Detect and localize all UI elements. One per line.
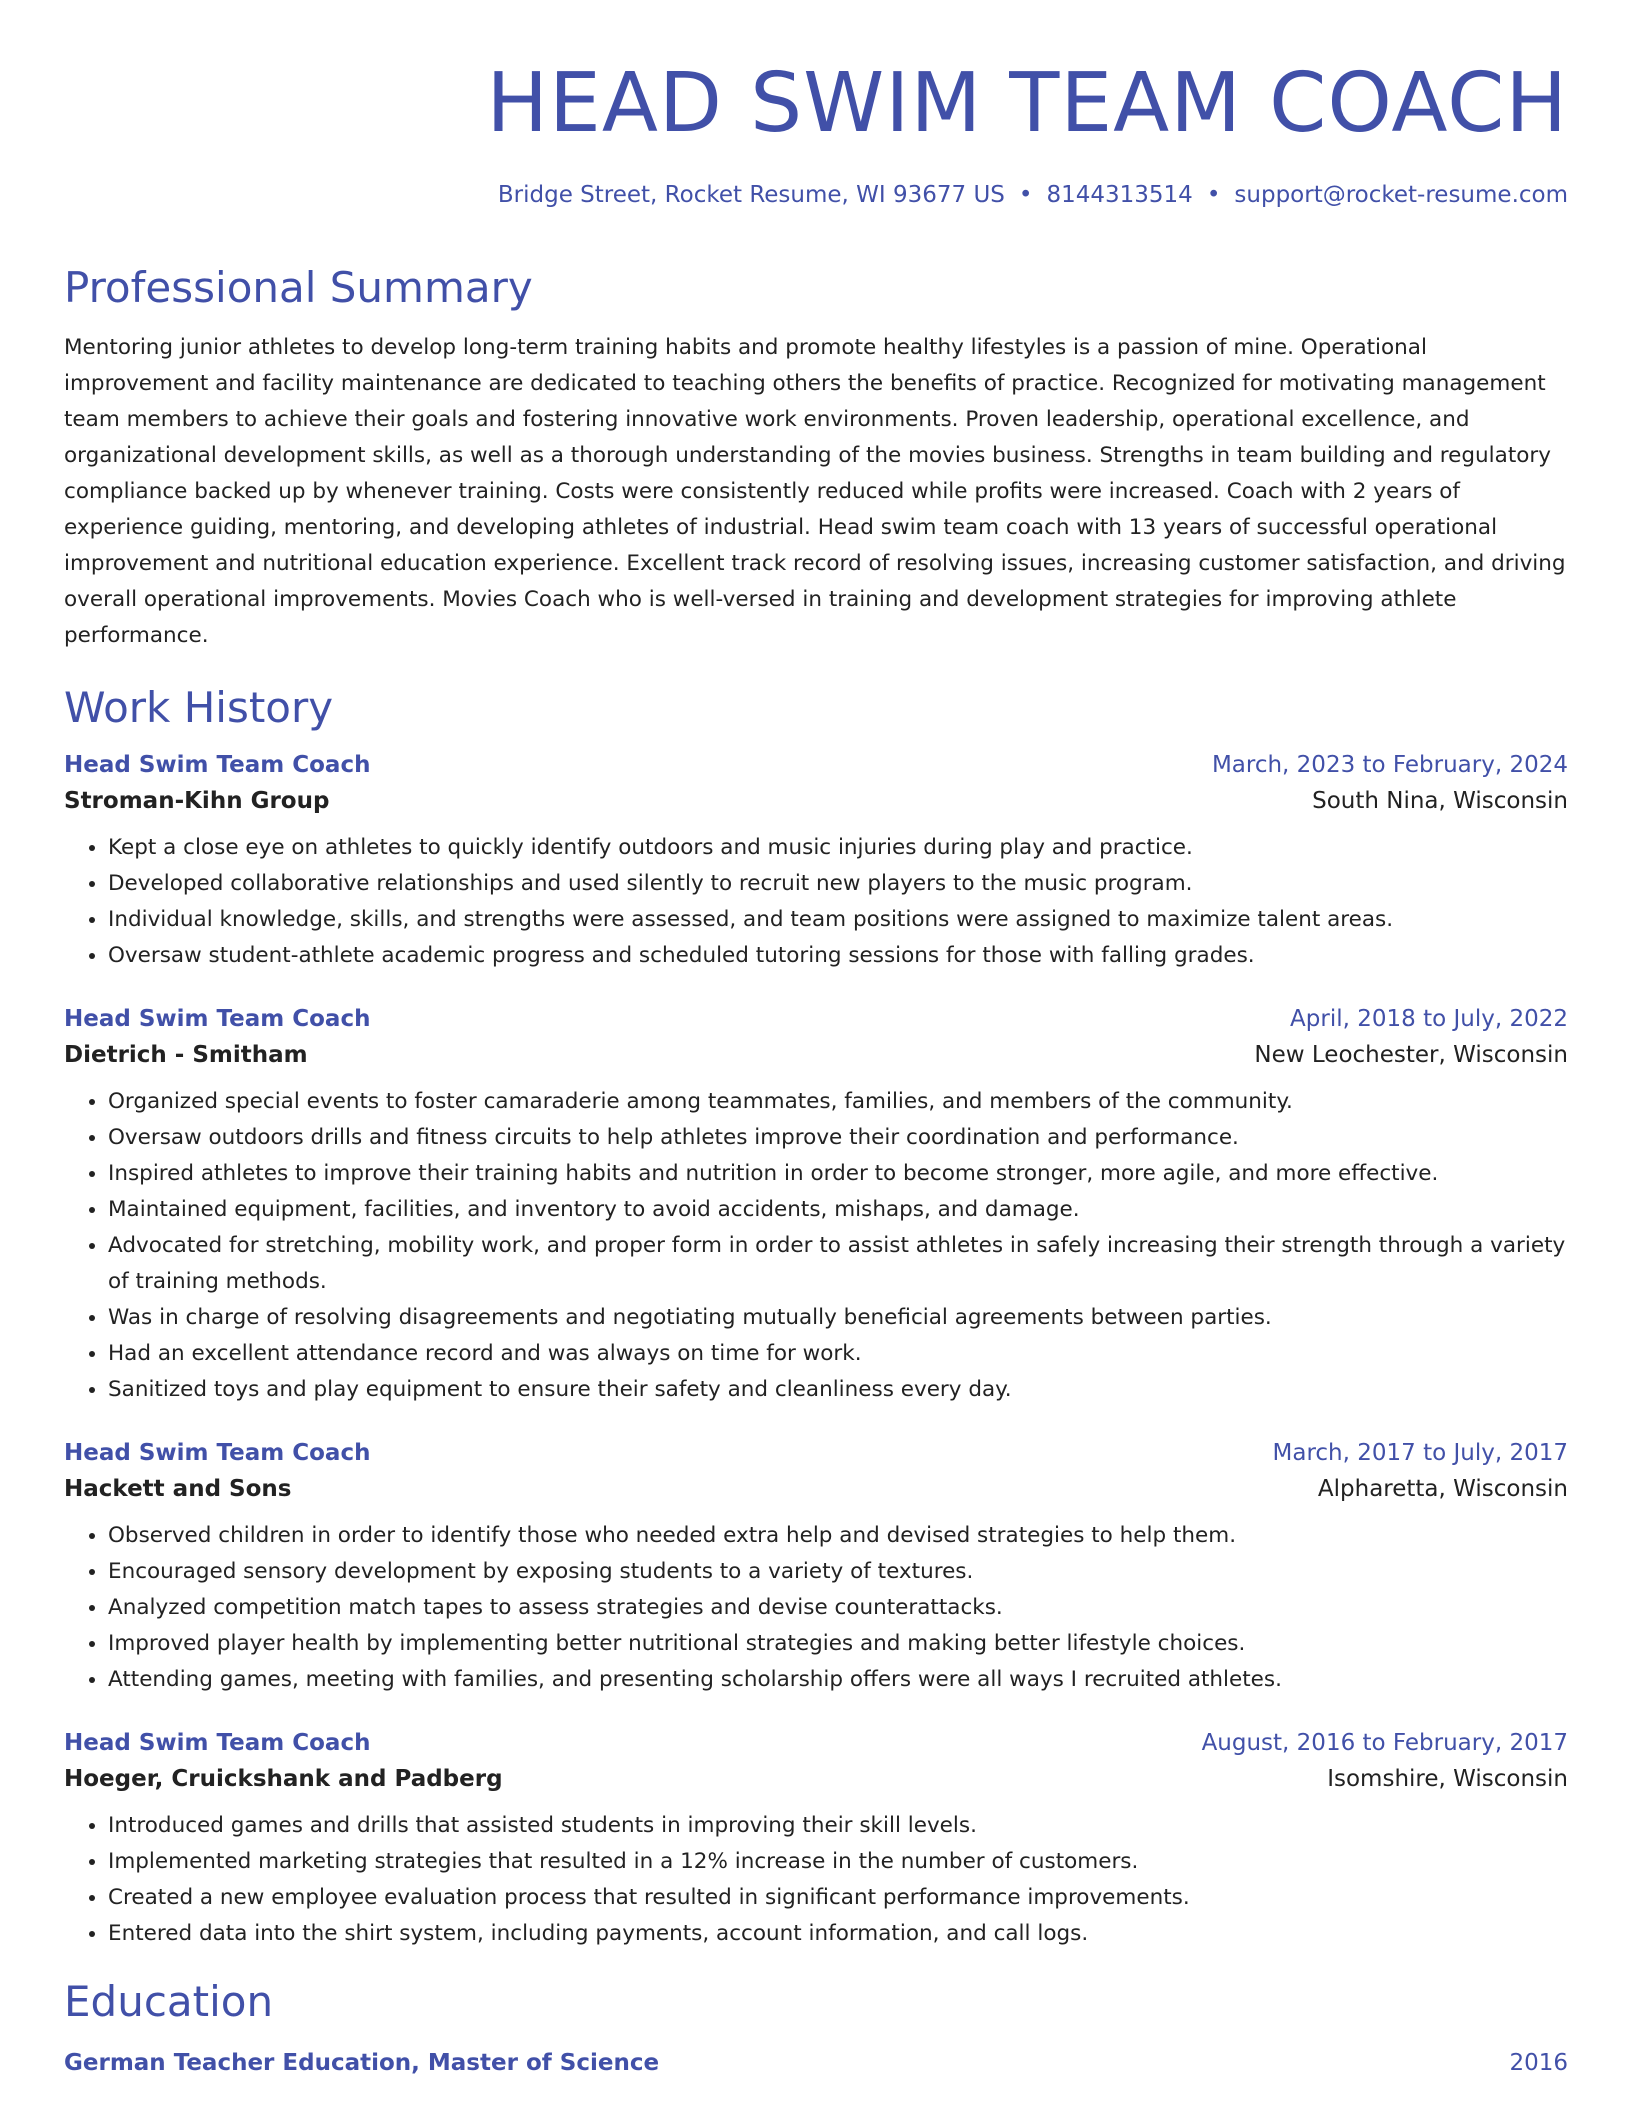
- job-bullets: [64, 1518, 1568, 1698]
- job-entry: [64, 1726, 1568, 1952]
- job-entry: [64, 1436, 1568, 1698]
- job-bullet: • Organized special events to foster camaraderie among teammates, families, and members of the community.: [108, 1084, 1568, 1120]
- job-title: Head Swim Team Coach: [64, 1440, 371, 1466]
- job-bullet: • Maintained equipment, facilities, and inventory to avoid accidents, mishaps, and damage.: [108, 1192, 1568, 1228]
- education-entry: [64, 2046, 1568, 2080]
- job-bullet: • Introduced games and drills that assisted students in improving their skill levels.: [108, 1808, 1568, 1844]
- job-location: Alpharetta, Wisconsin: [1317, 1476, 1568, 1502]
- work-history-heading: Work History: [64, 683, 334, 732]
- education-year: 2016: [1509, 2050, 1568, 2076]
- job-bullet: • Advocated for stretching, mobility work, and proper form in order to assist athletes in safely increasing their strength through a variety of training methods.: [108, 1228, 1568, 1300]
- job-location: Isomshire, Wisconsin: [1327, 1766, 1568, 1792]
- job-dates: August, 2016 to February, 2017: [1201, 1730, 1568, 1756]
- job-bullet: • Attending games, meeting with families, and presenting scholarship offers were all ways I recruited athletes.: [108, 1662, 1568, 1698]
- job-bullets: [64, 1084, 1568, 1408]
- job-company: Hackett and Sons: [64, 1476, 292, 1502]
- job-bullet: • Implemented marketing strategies that resulted in a 12% increase in the number of customers.: [108, 1844, 1568, 1880]
- job-bullet: • Inspired athletes to improve their training habits and nutrition in order to become stronger, more agile, and more effective.: [108, 1156, 1568, 1192]
- contact-line: [64, 180, 1568, 210]
- job-bullet: • Improved player health by implementing better nutritional strategies and making better lifestyle choices.: [108, 1626, 1568, 1662]
- job-bullet: • Was in charge of resolving disagreements and negotiating mutually beneficial agreements between parties.: [108, 1300, 1568, 1336]
- contact-separator: •: [1018, 182, 1033, 208]
- summary-heading: Professional Summary: [64, 263, 533, 312]
- job-company: Stroman-Kihn Group: [64, 788, 330, 814]
- resume-title: HEAD SWIM TEAM COACH: [486, 56, 1568, 151]
- job-bullets: [64, 830, 1568, 974]
- job-dates: April, 2018 to July, 2022: [1290, 1006, 1568, 1032]
- education-heading: Education: [64, 1977, 274, 2026]
- job-company: Dietrich - Smitham: [64, 1042, 308, 1068]
- job-location: New Leochester, Wisconsin: [1254, 1042, 1568, 1068]
- job-bullet: • Developed collaborative relationships and used silently to recruit new players to the music program.: [108, 866, 1568, 902]
- education-degree: German Teacher Education, Master of Science: [64, 2050, 660, 2076]
- resume-page: [64, 0, 1568, 2080]
- contact-address: Bridge Street, Rocket Resume, WI 93677 US: [497, 182, 1005, 208]
- contact-phone: 8144313514: [1046, 182, 1193, 208]
- job-bullet: • Oversaw student-athlete academic progress and scheduled tutoring sessions for those with falling grades.: [108, 938, 1568, 974]
- job-title: Head Swim Team Coach: [64, 1730, 371, 1756]
- job-company: Hoeger, Cruickshank and Padberg: [64, 1766, 503, 1792]
- job-bullet: • Individual knowledge, skills, and strengths were assessed, and team positions were assigned to maximize talent areas.: [108, 902, 1568, 938]
- contact-separator: •: [1206, 182, 1221, 208]
- job-entry: [64, 1002, 1568, 1408]
- job-bullet: • Entered data into the shirt system, including payments, account information, and call logs.: [108, 1916, 1568, 1952]
- job-bullets: [64, 1808, 1568, 1952]
- summary-text: Mentoring junior athletes to develop long-term training habits and promote healthy lifestyles is a passion of mine. Operational improvement and facility maintenance are dedicated to teaching others the benefits of practice. Recognized for motivating management team members to achieve their goals and fostering innovative work environments. Proven leadership, operational excellence, and organizational development skills, as well as a thorough understanding of the movies business. Strengths in team building and regulatory compliance backed up by whenever training. Costs were consistently reduced while profits were increased. Coach with 2 years of experience guiding, mentoring, and developing athletes of industrial. Head swim team coach with 13 years of successful operational improvement and nutritional education experience. Excellent track record of resolving issues, increasing customer satisfaction, and driving overall operational improvements. Movies Coach who is well-versed in training and development strategies for improving athlete performance.: [64, 335, 1566, 648]
- job-bullet: • Encouraged sensory development by exposing students to a variety of textures.: [108, 1554, 1568, 1590]
- job-bullet: • Had an excellent attendance record and was always on time for work.: [108, 1336, 1568, 1372]
- job-dates: March, 2023 to February, 2024: [1211, 752, 1568, 778]
- job-location: South Nina, Wisconsin: [1312, 788, 1568, 814]
- job-bullet: • Kept a close eye on athletes to quickly identify outdoors and music injuries during play and practice.: [108, 830, 1568, 866]
- job-bullet: • Sanitized toys and play equipment to ensure their safety and cleanliness every day.: [108, 1372, 1568, 1408]
- job-bullet: • Observed children in order to identify those who needed extra help and devised strategies to help them.: [108, 1518, 1568, 1554]
- job-title: Head Swim Team Coach: [64, 752, 371, 778]
- job-entry: [64, 748, 1568, 974]
- job-dates: March, 2017 to July, 2017: [1272, 1440, 1568, 1466]
- contact-email: support@rocket-resume.com: [1234, 182, 1568, 208]
- job-title: Head Swim Team Coach: [64, 1006, 371, 1032]
- job-bullet: • Created a new employee evaluation process that resulted in significant performance improvements.: [108, 1880, 1568, 1916]
- job-bullet: • Oversaw outdoors drills and fitness circuits to help athletes improve their coordination and performance.: [108, 1120, 1568, 1156]
- job-bullet: • Analyzed competition match tapes to assess strategies and devise counterattacks.: [108, 1590, 1568, 1626]
